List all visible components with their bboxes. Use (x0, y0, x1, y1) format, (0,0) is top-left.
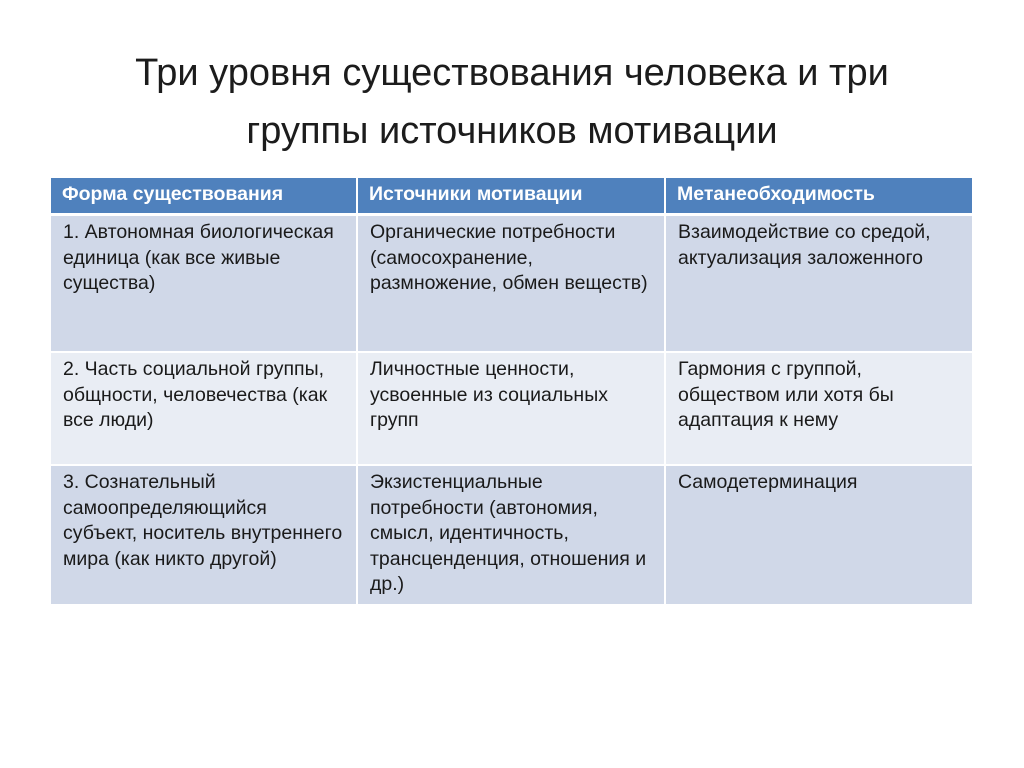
table-cell-meta-need: Самодетерминация (665, 465, 972, 605)
table-cell-meta-need: Взаимодействие со средой, актуализация заложенного (665, 215, 972, 353)
table-row (51, 215, 972, 353)
header-meta-need: Метанеобходимость (665, 178, 972, 215)
motivation-table (51, 178, 972, 606)
slide-title-line-1: Три уровня существования человека и три (135, 52, 889, 94)
table-cell-meta-need: Гармония с группой, обществом или хотя бы адаптация к нему (665, 352, 972, 465)
table-cell-existence-form: 2. Часть социальной группы, общности, человечества (как все люди) (51, 352, 357, 465)
slide-title-line-2: группы источников мотивации (246, 110, 778, 152)
header-motivation-sources: Источники мотивации (357, 178, 665, 215)
table-cell-existence-form: 3. Сознательный самоопределяющийся субъект, носитель внутреннего мира (как никто другой) (51, 465, 357, 605)
motivation-table-container (51, 178, 972, 606)
table-row (51, 352, 972, 465)
table-cell-motivation-sources: Органические потребности (самосохранение, размножение, обмен веществ) (357, 215, 665, 353)
table-cell-motivation-sources: Экзистенциальные потребности (автономия, смысл, идентичность, трансценденция, отношения и др.) (357, 465, 665, 605)
table-row (51, 465, 972, 605)
header-existence-form: Форма существования (51, 178, 357, 215)
slide-title (30, 44, 994, 160)
table-cell-motivation-sources: Личностные ценности, усвоенные из социальных групп (357, 352, 665, 465)
table-cell-existence-form: 1. Автономная биологическая единица (как все живые существа) (51, 215, 357, 353)
table-header-row (51, 178, 972, 215)
